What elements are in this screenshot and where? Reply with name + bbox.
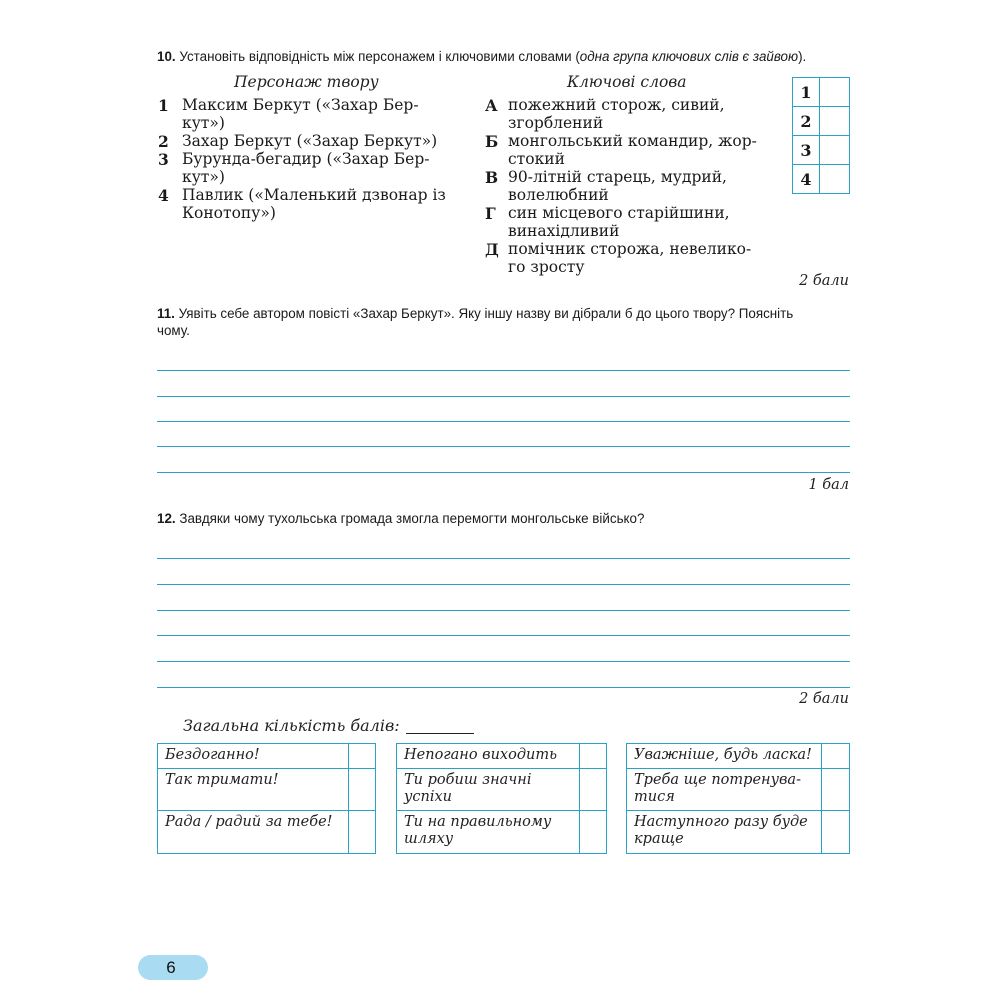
answer-line[interactable] — [157, 610, 850, 611]
q11-text: Уявіть себе автором повісті «Захар Беркут». Яку іншу назву ви дібрали б до цього твору? Поясніть — [178, 306, 794, 321]
character-text: Максим Беркут («Захар Бер- — [182, 96, 419, 114]
keyword-letter: А — [485, 96, 498, 115]
answer-row-number: 2 — [793, 107, 820, 135]
answer-row-number: 1 — [793, 78, 820, 106]
q12-text: Завдяки чому тухольська громада змогла перемогти монгольське військо? — [179, 511, 645, 526]
feedback-checkbox[interactable] — [348, 769, 375, 810]
feedback-text — [404, 814, 551, 848]
character-text: Павлик («Маленький дзвонар із — [182, 186, 446, 204]
q12-number: 12. — [157, 511, 176, 526]
answer-line[interactable] — [157, 687, 850, 688]
q10-note: одна група ключових слів є зайвою — [579, 49, 799, 64]
answer-row — [793, 106, 849, 135]
answer-cell[interactable] — [820, 165, 849, 193]
answer-row-number: 3 — [793, 136, 820, 164]
total-score-field[interactable] — [406, 733, 474, 734]
answer-line[interactable] — [157, 370, 850, 371]
feedback-row — [627, 768, 849, 810]
feedback-text-line: тися — [634, 789, 675, 805]
keyword-letter: Г — [485, 204, 496, 223]
feedback-checkbox[interactable] — [821, 811, 849, 853]
keyword-text: 90-літній старець, мудрий, — [508, 168, 727, 186]
q11-heading — [157, 305, 857, 339]
feedback-checkbox[interactable] — [579, 811, 606, 853]
answer-line[interactable] — [157, 584, 850, 585]
q10-number: 10. — [157, 49, 176, 64]
feedback-row — [158, 744, 375, 768]
feedback-text-line: Треба ще потренува- — [634, 772, 801, 788]
keyword-text: син місцевого старійшини, — [508, 204, 730, 222]
feedback-table — [626, 743, 850, 854]
character-text-cont: Конотопу») — [182, 203, 276, 222]
q10-score: 2 бали — [799, 273, 849, 289]
keyword-text-cont: винахідливий — [508, 221, 620, 240]
answer-cell[interactable] — [820, 136, 849, 164]
q11-score: 1 бал — [808, 477, 849, 493]
feedback-text — [634, 814, 808, 848]
keyword-text-cont: згорблений — [508, 113, 604, 132]
character-text-cont: кут») — [182, 167, 225, 186]
feedback-text: Уважніше, будь ласка! — [634, 747, 812, 763]
feedback-checkbox[interactable] — [348, 811, 375, 853]
feedback-row — [158, 768, 375, 810]
feedback-text: Рада / радий за тебе! — [165, 814, 333, 830]
q11-number: 11. — [157, 306, 175, 321]
feedback-text-line: Наступного разу буде — [634, 814, 808, 830]
answer-line[interactable] — [157, 421, 850, 422]
answer-row — [793, 78, 849, 106]
q10-left-header: Персонаж твору — [234, 73, 379, 91]
feedback-row — [158, 810, 375, 853]
feedback-row — [397, 744, 606, 768]
answer-cell[interactable] — [820, 78, 849, 106]
answer-row — [793, 164, 849, 193]
feedback-row — [627, 810, 849, 853]
feedback-text — [404, 772, 531, 806]
feedback-text: Бездоганно! — [165, 747, 260, 763]
keyword-text-cont: го зросту — [508, 257, 585, 276]
feedback-checkbox[interactable] — [579, 744, 606, 768]
feedback-text-line: краще — [634, 831, 684, 847]
answer-row-number: 4 — [793, 165, 820, 193]
feedback-row — [627, 744, 849, 768]
feedback-text-line: шляху — [404, 831, 454, 847]
feedback-text: Непогано виходить — [404, 747, 558, 763]
feedback-checkbox[interactable] — [821, 744, 849, 768]
feedback-text-line: успіхи — [404, 789, 453, 805]
answer-line[interactable] — [157, 558, 850, 559]
q10-heading — [157, 48, 857, 65]
answer-line[interactable] — [157, 661, 850, 662]
answer-grid — [792, 77, 850, 194]
character-number: 3 — [158, 150, 169, 169]
keyword-text-cont: волелюбний — [508, 185, 609, 204]
keyword-text-cont: стокий — [508, 149, 565, 168]
q11-text-cont: чому. — [157, 323, 190, 338]
character-text-cont: кут») — [182, 113, 225, 132]
answer-row — [793, 135, 849, 164]
feedback-text: Так тримати! — [165, 772, 279, 788]
feedback-row — [397, 810, 606, 853]
feedback-text-line: Ти на правильному — [404, 814, 552, 830]
answer-cell[interactable] — [820, 107, 849, 135]
total-score-label: Загальна кількість балів: — [183, 716, 400, 735]
q10-text: Установіть відповідність між персонажем і ключовими словами ( — [179, 49, 580, 64]
character-text: Бурунда-бегадир («Захар Бер- — [182, 150, 430, 168]
feedback-checkbox[interactable] — [348, 744, 375, 768]
feedback-text-line: Ти робиш значні — [404, 772, 532, 788]
feedback-text — [634, 772, 801, 806]
answer-line[interactable] — [157, 396, 850, 397]
character-text: Захар Беркут («Захар Беркут») — [182, 132, 438, 150]
page-number: 6 — [166, 957, 176, 977]
keyword-text: помічник сторожа, невелико- — [508, 240, 752, 258]
keyword-letter: Б — [485, 132, 499, 151]
character-number: 2 — [158, 132, 169, 151]
keyword-text: монгольський командир, жор- — [508, 132, 757, 150]
feedback-table — [396, 743, 607, 854]
q12-score: 2 бали — [799, 691, 849, 707]
feedback-checkbox[interactable] — [821, 769, 849, 810]
keyword-letter: Д — [485, 240, 499, 259]
answer-line[interactable] — [157, 472, 850, 473]
keyword-text: пожежний сторож, сивий, — [508, 96, 725, 114]
feedback-row — [397, 768, 606, 810]
feedback-checkbox[interactable] — [579, 769, 606, 810]
character-number: 1 — [158, 96, 169, 115]
answer-line[interactable] — [157, 446, 850, 447]
q10-text-end: ). — [798, 49, 807, 64]
keyword-letter: В — [485, 168, 499, 187]
q10-right-header: Ключові слова — [567, 73, 687, 91]
page-number-badge — [138, 955, 208, 980]
feedback-table — [157, 743, 376, 854]
character-number: 4 — [158, 186, 169, 205]
answer-line[interactable] — [157, 635, 850, 636]
q12-heading — [157, 510, 857, 527]
